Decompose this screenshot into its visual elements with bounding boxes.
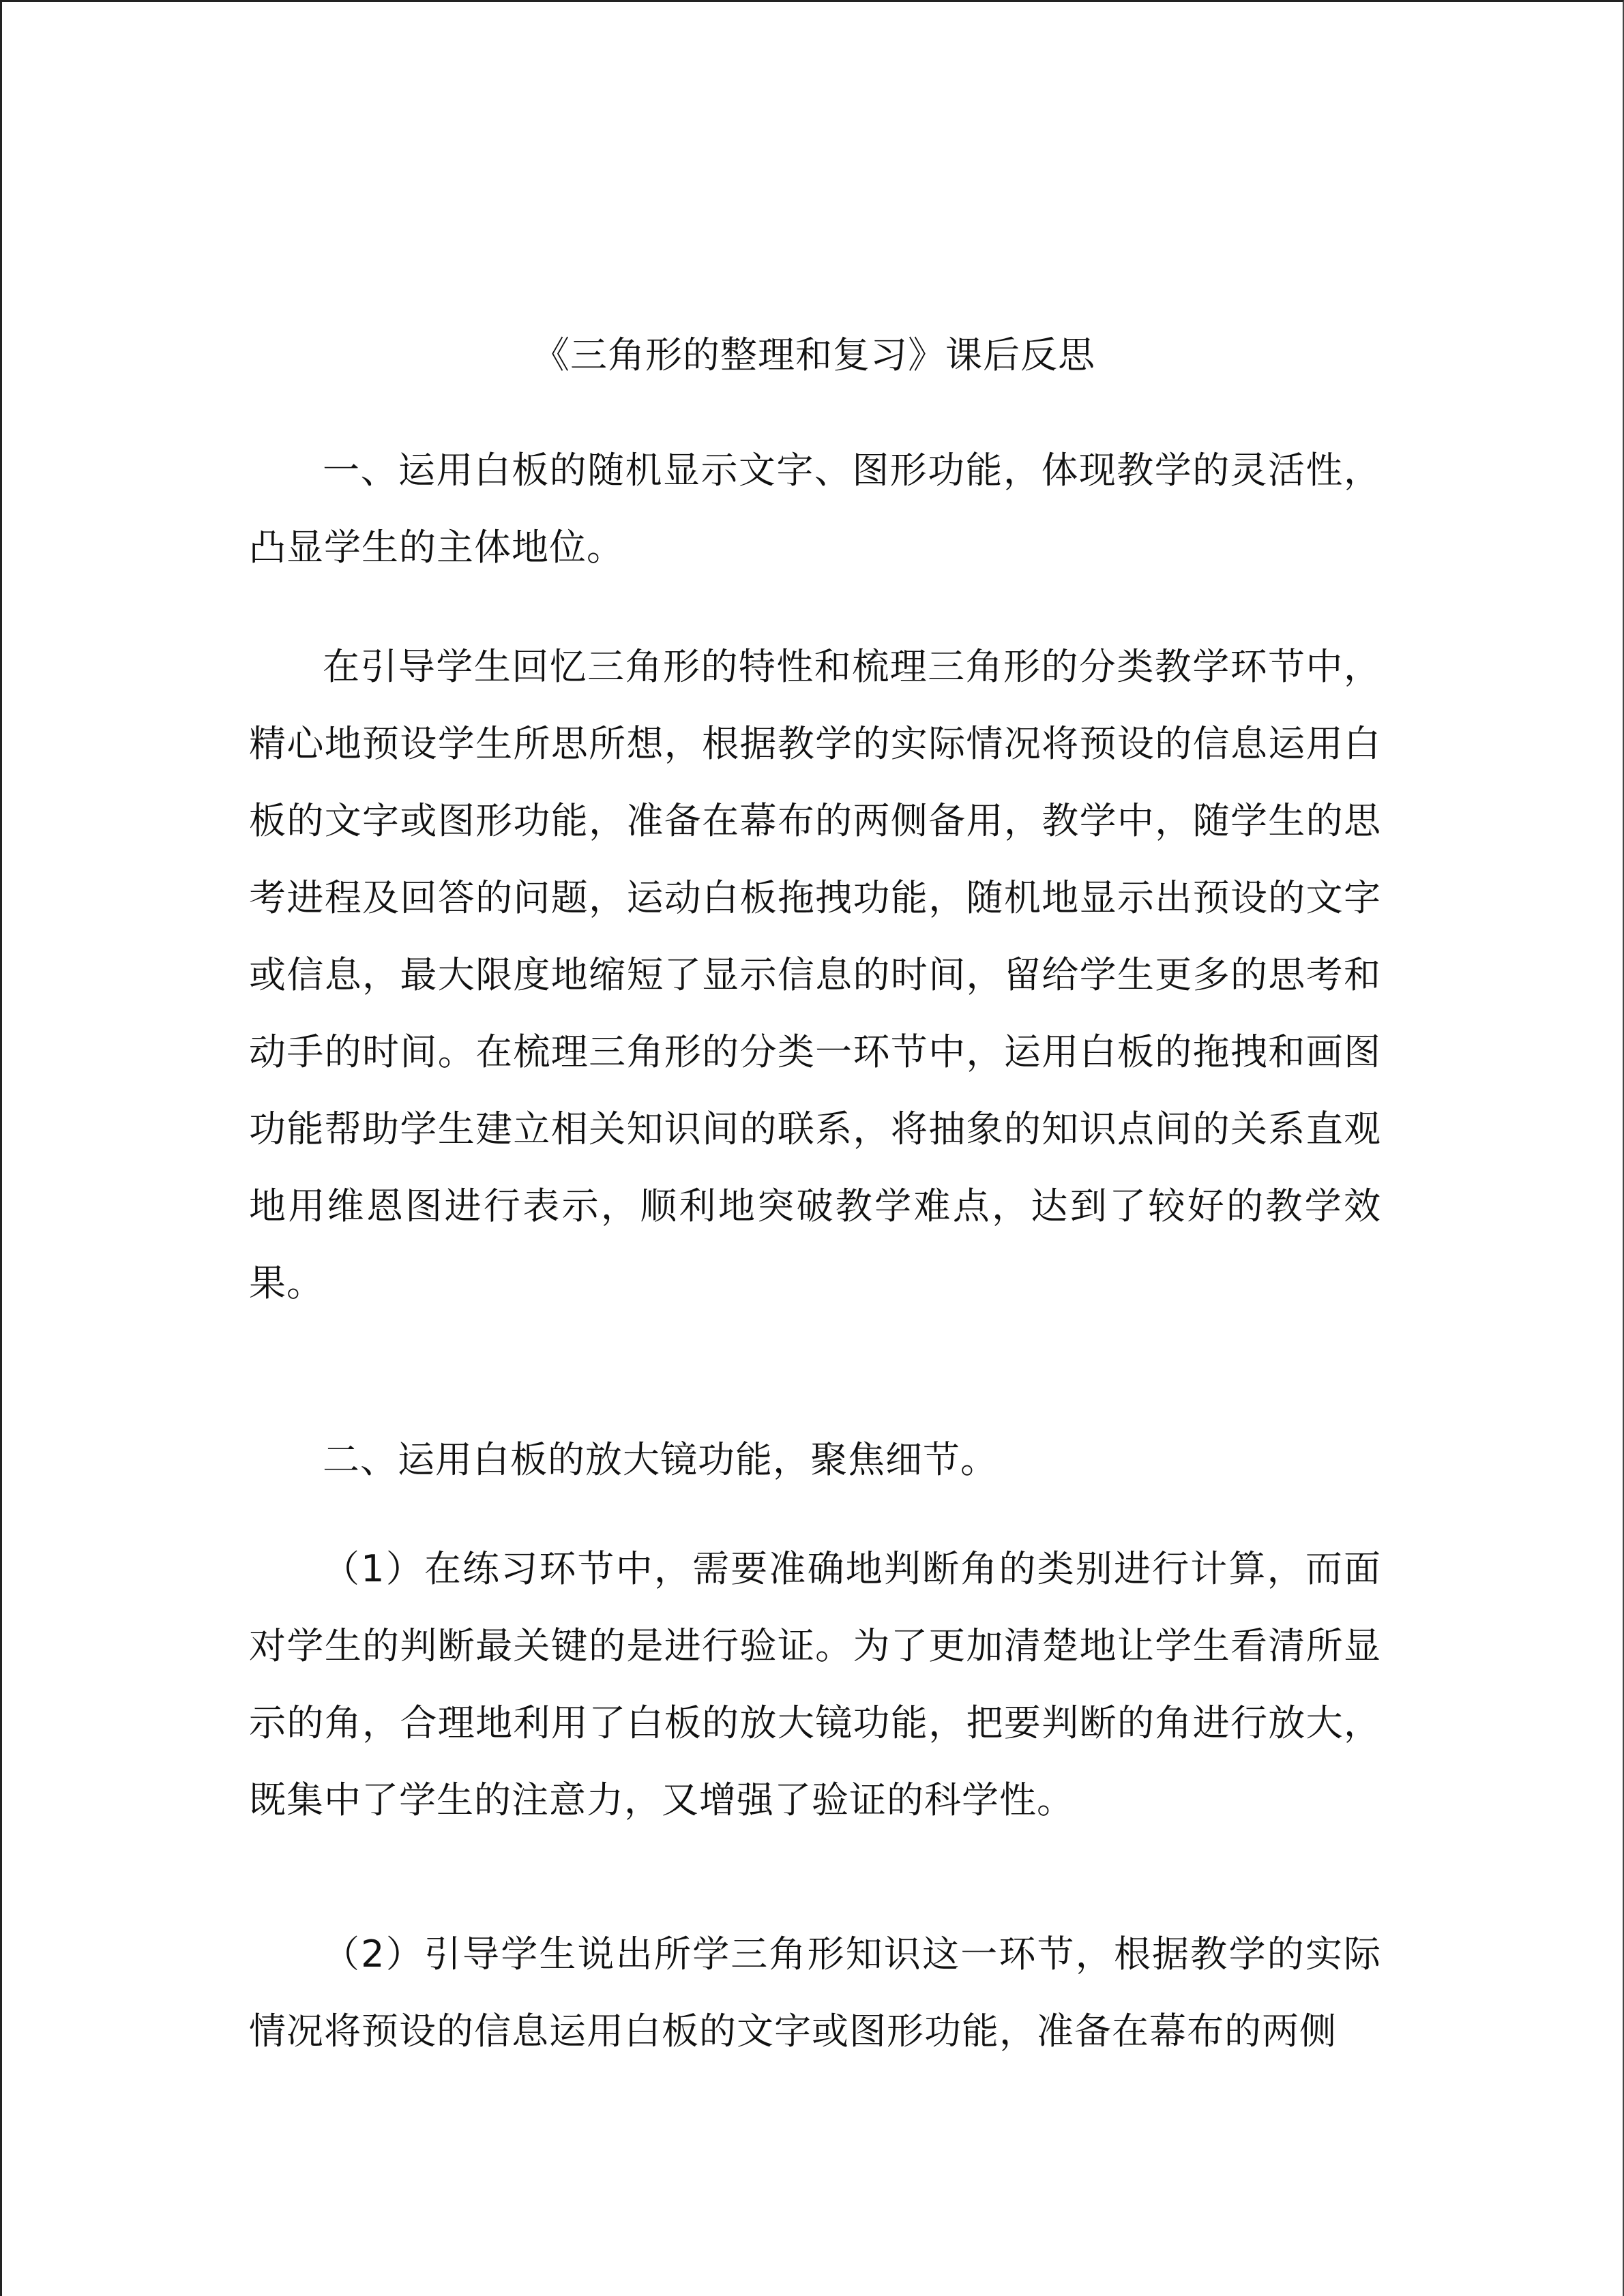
document-title: 《三角形的整理和复习》课后反思 xyxy=(533,333,1095,376)
body-paragraph-2: （1）在练习环节中，需要准确地判断角的类别进行计算，而面对学生的判断最关键的是进行验证。为了更加清楚地让学生看清所显示的角，合理地利用了白板的放大镜功能，把要判断的角进行放大，既集中了学生的注意力，又增强了验证的科学性。 xyxy=(249,1547,1381,1821)
section-heading-1: 一、运用白板的随机显示文字、图形功能，体现教学的灵活性，凸显学生的主体地位。 xyxy=(249,449,1381,569)
body-paragraph-1: 在引导学生回忆三角形的特性和梳理三角形的分类教学环节中，精心地预设学生所思所想，根据教学的实际情况将预设的信息运用白板的文字或图形功能，准备在幕布的两侧备用，教学中，随学生的思考进程及回答的问题，运动白板拖拽功能，随机地显示出预设的文字或信息，最大限度地缩短了显示信息的时间，留给学生更多的思考和动手的时间。在梳理三角形的分类一环节中，运用白板的拖拽和画图功能帮助学生建立相关知识间的联系，将抽象的知识点间的关系直观地用维恩图进行表示，顺利地突破教学难点，达到了较好的教学效果。 xyxy=(249,645,1381,1304)
body-paragraph-3: （2）引导学生说出所学三角形知识这一环节，根据教学的实际情况将预设的信息运用白板的文字或图形功能，准备在幕布的两侧 xyxy=(249,1933,1381,2053)
section-heading-2: 二、运用白板的放大镜功能，聚焦细节。 xyxy=(323,1438,998,1481)
